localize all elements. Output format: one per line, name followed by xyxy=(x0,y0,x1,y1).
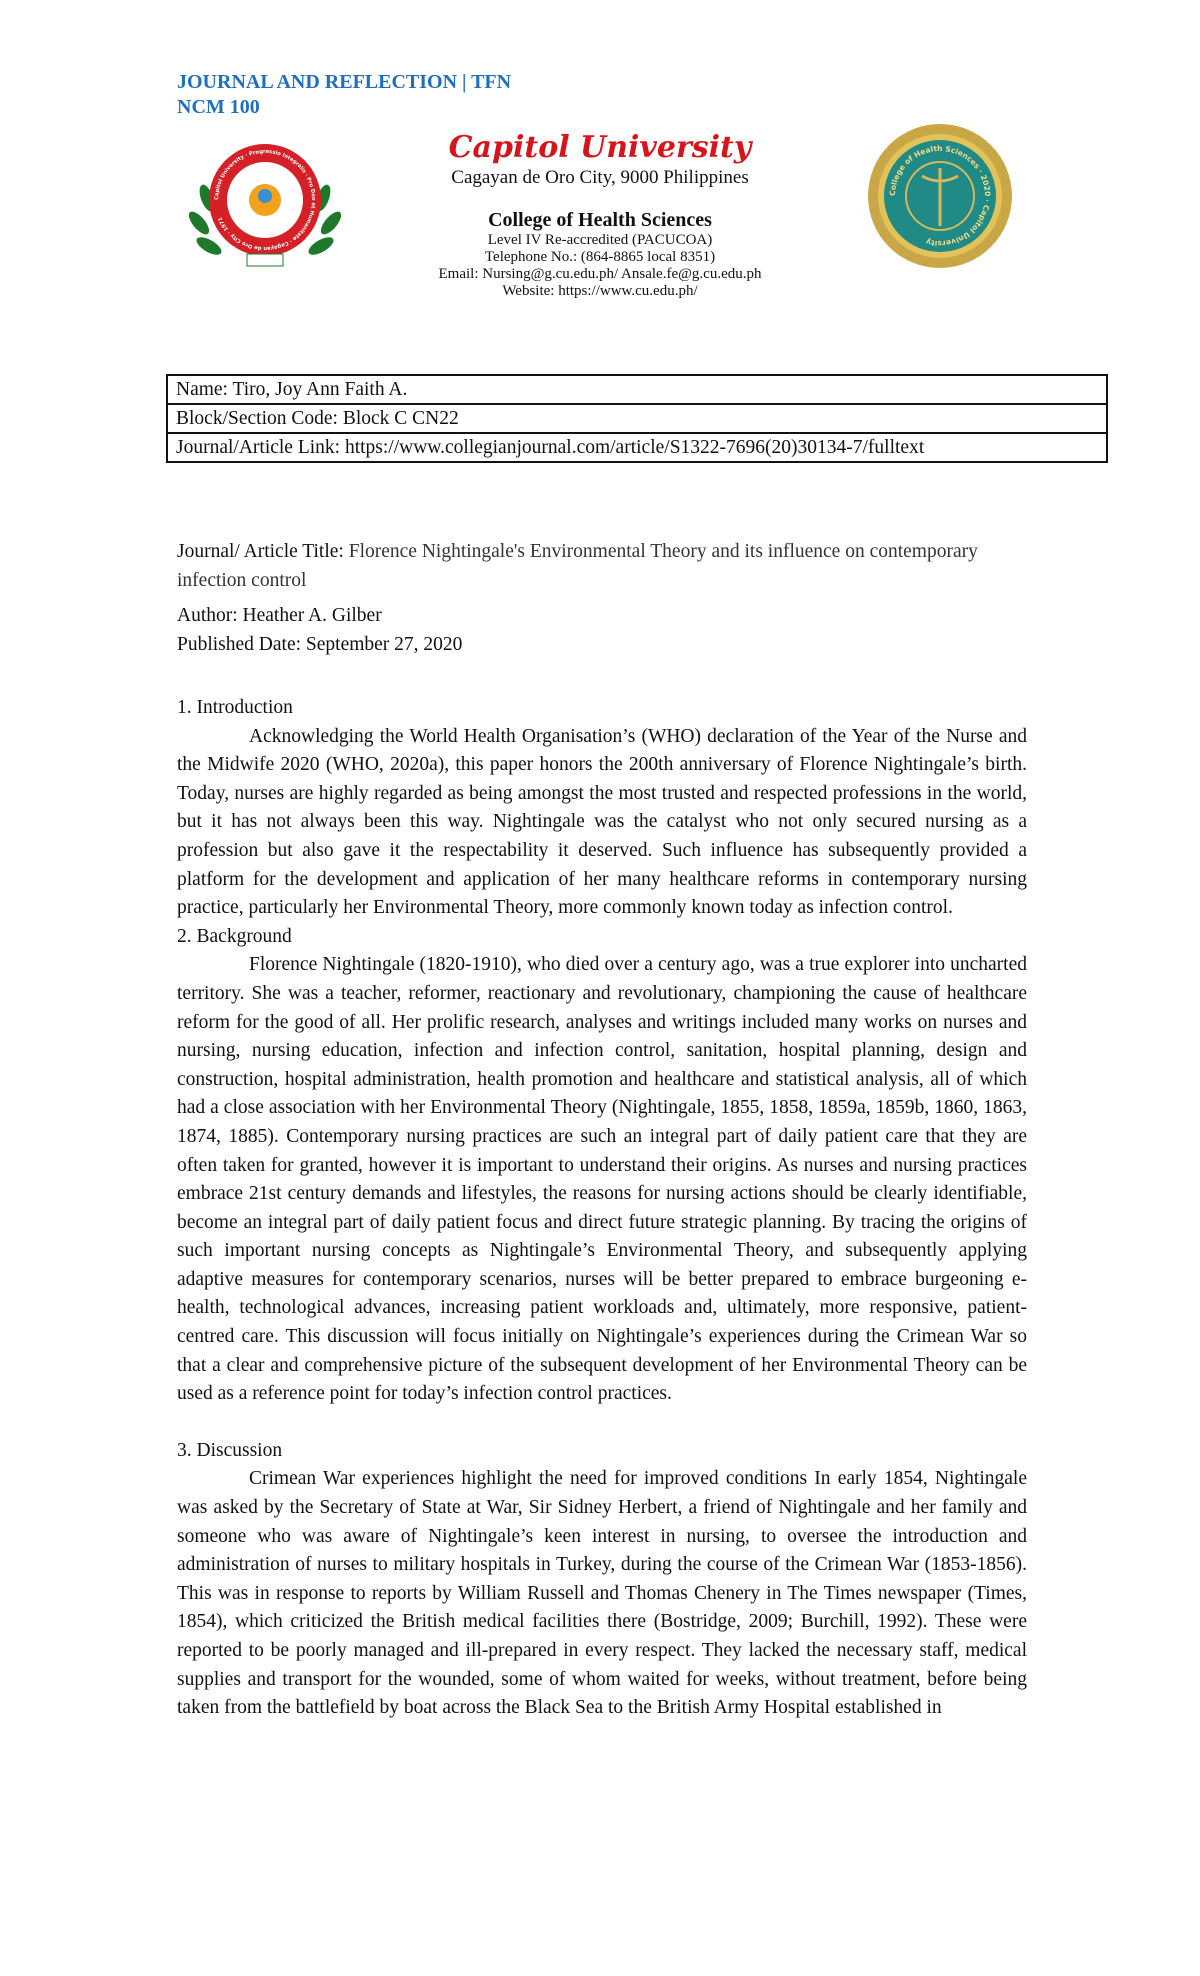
accreditation: Level IV Re-accredited (PACUCOA) xyxy=(487,232,713,248)
article-body xyxy=(177,694,1027,1723)
website: Website: https://www.cu.edu.ph/ xyxy=(502,283,698,299)
letterhead xyxy=(380,130,820,300)
student-info-table xyxy=(166,374,1108,463)
course-header xyxy=(177,70,511,120)
published-date: Published Date: September 27, 2020 xyxy=(177,633,463,655)
left-logo-text: Capitol University · Progressio Integralis · Pro Deo et Humanitate · Cagayan de Oro City · 1971 xyxy=(213,148,317,252)
university-address: Cagayan de Oro City, 9000 Philippines xyxy=(451,167,749,188)
article-author: Author: Heather A. Gilber xyxy=(177,605,382,627)
article-link: Journal/Article Link: https://www.collegianjournal.com/article/S1322-7696(20)30134-7/fulltext xyxy=(167,433,1107,462)
section-paragraph: Florence Nightingale (1820-1910), who died over a century ago, was a true explorer into uncharted territory. She was a teacher, reformer, reactionary and revolutionary, championing the cause of healthcare reform for the good of all. Her prolific research, analyses and writings included many works on nurses and nursing, nursing education, infection and infection control, sanitation, hospital planning, design and construction, hospital administration, health promotion and healthcare and statistical analysis, all of which had a close association with her Environmental Theory (Nightingale, 1855, 1858, 1859a, 1859b, 1860, 1863, 1874, 1885). Contemporary nursing practices are such an integral part of daily patient care that they are often taken for granted, however it is important to understand their origins. As nurses and nursing practices embrace 21st century demands and lifestyles, the reasons for nursing actions should be clearly identifiable, become an integral part of daily patient focus and direct future strategic planning. By tracing the origins of such important nursing concepts as Nightingale’s Environmental Theory, and subsequently applying adaptive measures for contemporary scenarios, nurses will be better prepared to embrace burgeoning e-health, technological advances, increasing patient workloads and, ultimately, more responsive, patient-centred care. This discussion will focus initially on Nightingale’s experiences during the Crimean War so that a clear and comprehensive picture of the subsequent development of her Environmental Theory can be used as a reference point for today’s infection control practices. xyxy=(177,954,1027,1405)
course-title: JOURNAL AND REFLECTION | TFN xyxy=(177,71,512,93)
college-health-sciences-seal-logo xyxy=(866,122,1014,270)
student-name: Name: Tiro, Joy Ann Faith A. xyxy=(167,375,1107,404)
course-code: NCM 100 xyxy=(177,96,260,118)
article-title: Florence Nightingale's Environmental Theory and its influence on contemporary infection control xyxy=(177,541,978,591)
block-section-code: Block/Section Code: Block C CN22 xyxy=(167,404,1107,433)
title-label: Journal/ Article Title: xyxy=(177,541,349,562)
section-heading: 3. Discussion xyxy=(177,1439,283,1461)
telephone: Telephone No.: (864-8865 local 8351) xyxy=(484,249,716,265)
section-paragraph: Crimean War experiences highlight the need for improved conditions In early 1854, Nightingale was asked by the Secretary of State at War, Sir Sidney Herbert, a friend of Nightingale and her family and someone who was aware of Nightingale’s keen interest in nursing, to oversee the introduction and administration of nurses to military hospitals in Turkey, during the course of the Crimean War (1853-1856). This was in response to reports by William Russell and Thomas Chenery in The Times newspaper (Times, 1854), which criticized the British medical facilities there (Bostridge, 2009; Burchill, 1992). These were reported to be poorly managed and ill-prepared in every respect. They lacked the necessary staff, medical supplies and transport for the wounded, some of whom waited for weeks, without treatment, before being taken from the battlefield by boat across the Black Sea to the British Army Hospital established in xyxy=(177,1468,1027,1719)
university-name: Capitol University xyxy=(448,130,752,165)
section-paragraph: Acknowledging the World Health Organisation’s (WHO) declaration of the Year of the Nurse and the Midwife 2020 (WHO, 2020a), this paper honors the 200th anniversary of Florence Nightingale’s birth. Today, nurses are highly regarded as being amongst the most trusted and respected professions in the world, but it has not always been this way. Nightingale was the catalyst who not only secured nursing as a profession but also gave it the respectability it deserved. Such influence has subsequently provided a platform for the development and application of her many healthcare reforms in contemporary nursing practice, particularly her Environmental Theory, more commonly known today as infection control. xyxy=(177,725,1027,919)
email: Email: Nursing@g.cu.edu.ph/ Ansale.fe@g.cu.edu.ph xyxy=(438,266,762,282)
right-logo-text: College of Health Sciences · 2020 · Capitol University xyxy=(887,143,993,249)
section-heading: 2. Background xyxy=(177,925,292,947)
section-heading: 1. Introduction xyxy=(177,697,293,718)
article-meta xyxy=(177,538,1027,659)
college-name: College of Health Sciences xyxy=(488,209,712,231)
capitol-university-seal-logo xyxy=(185,138,345,278)
